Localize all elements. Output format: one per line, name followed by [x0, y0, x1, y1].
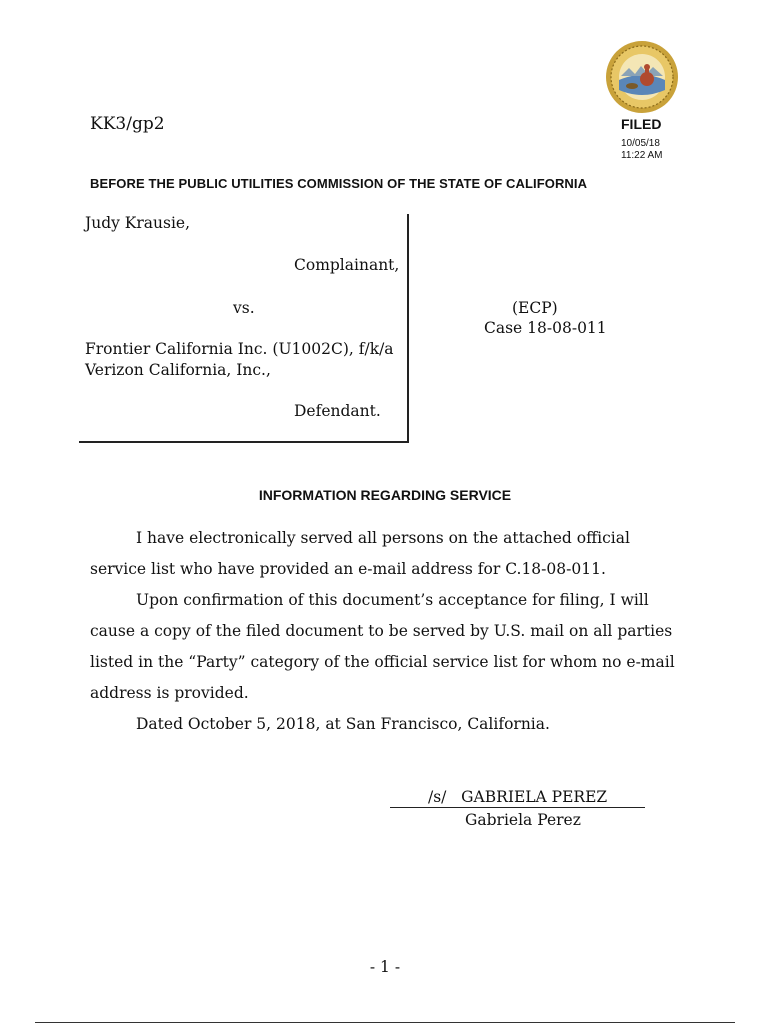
defendant-role: Defendant.	[294, 402, 381, 420]
california-state-seal-icon	[605, 40, 679, 114]
body-paragraph-2: Upon confirmation of this document’s acceptance for filing, I will cause a copy of the filed document to be served by U.S. mail on all parties listed in the “Party” category of the official service list for whom no e-mail address is provided.	[90, 591, 675, 702]
filed-time: 11:22 AM	[621, 150, 663, 161]
case-number: Case 18-08-011	[484, 319, 607, 337]
dated-line: Dated October 5, 2018, at San Francisco, California.	[136, 715, 550, 733]
page-number: - 1 -	[369, 958, 401, 976]
caption-divider-horizontal	[79, 441, 409, 443]
signature-conformed: /s/ GABRIELA PEREZ	[428, 788, 608, 806]
body-paragraph-1: I have electronically served all persons on the attached official service list who have provided an e-mail address for C.18-08-011.	[90, 529, 630, 578]
caption-divider-vertical	[407, 214, 409, 442]
defendant-name-line1: Frontier California Inc. (U1002C), f/k/a	[85, 340, 394, 358]
complainant-name: Judy Krausie,	[85, 214, 191, 232]
signer-name: Gabriela Perez	[465, 811, 581, 829]
document-id: KK3/gp2	[90, 114, 165, 134]
defendant-name-line2: Verizon California, Inc.,	[85, 361, 271, 379]
document-title: INFORMATION REGARDING SERVICE	[258, 487, 512, 503]
proceeding-type: (ECP)	[512, 299, 558, 317]
complainant-role: Complainant,	[294, 256, 400, 274]
court-heading: BEFORE THE PUBLIC UTILITIES COMMISSION OF THE STATE OF CALIFORNIA	[90, 176, 588, 191]
filed-stamp-label: FILED	[621, 116, 662, 132]
filed-date: 10/05/18	[621, 138, 660, 149]
footer-rule	[35, 1022, 735, 1023]
versus-label: vs.	[233, 299, 255, 317]
signature-line	[390, 807, 645, 808]
